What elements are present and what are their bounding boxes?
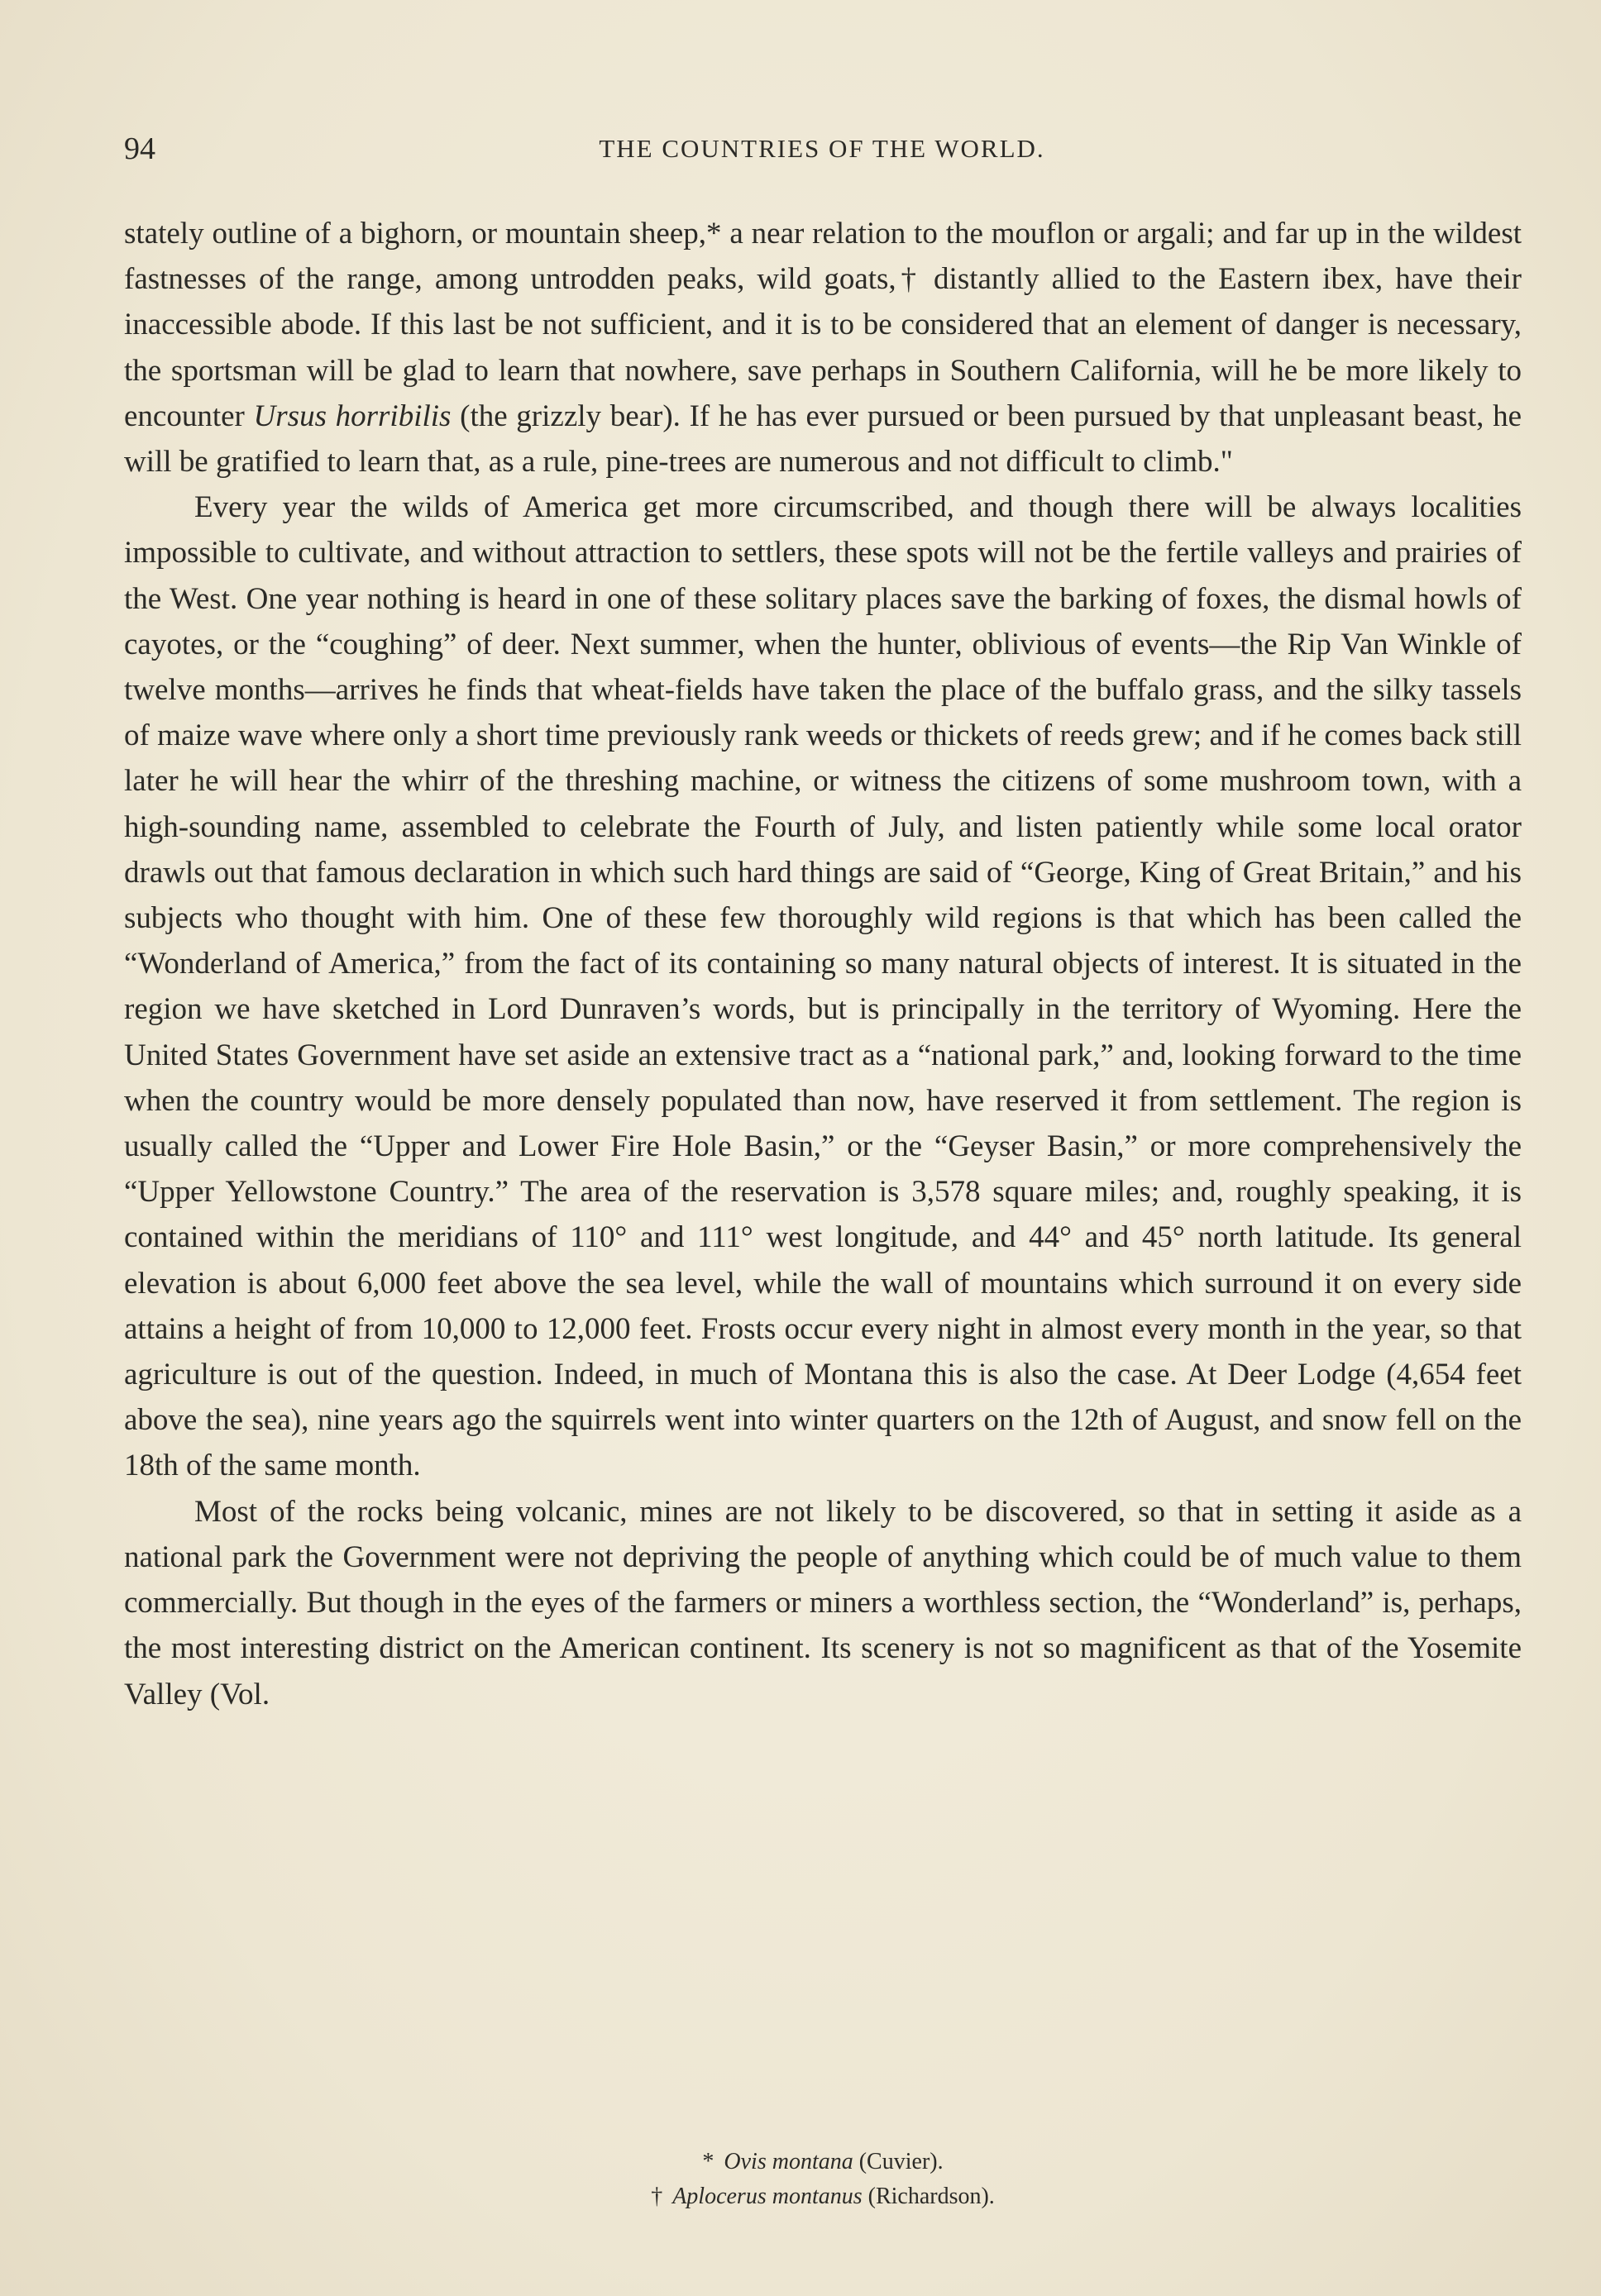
footnote-2 [124,2179,1522,2214]
footnote-1 [124,2145,1522,2179]
footnote-1-symbol: * [702,2149,714,2174]
footnote-2-italic: Aplocerus montanus [672,2184,863,2209]
footnote-1-italic: Ovis montana [724,2149,853,2174]
page-header [124,131,1520,170]
paragraph-2: Every year the wilds of America get more circumscribed, and though there will be always localities impossible to cultivate, and without attraction to settlers, these spots will not be the fertile valleys and prairies of the West. One year nothing is heard in one of these solitary places save the barking of foxes, the dismal howls of cayotes, or the “coughing” of deer. Next summer, when the hunter, oblivious of events—the Rip Van Winkle of twelve months—arrives he finds that wheat-fields have taken the place of the buffalo grass, and the silky tassels of maize wave where only a short time previously rank weeds or thickets of reeds grew; and if he comes back still later he will hear the whirr of the threshing machine, or witness the citizens of some mushroom town, with a high-sounding name, assembled to celebrate the Fourth of July, and listen patiently while some local orator drawls out that famous declaration in which such hard things are said of “George, King of Great Britain,” and his subjects who thought with him. One of these few thoroughly wild regions is that which has been called the “Wonderland of America,” from the fact of its containing so many natural objects of interest. It is situated in the region we have sketched in Lord Dunraven’s words, but is principally in the territory of Wyoming. Here the United States Government have set aside an extensive tract as a “national park,” and, looking forward to the time when the country would be more densely populated than now, have reserved it from settlement. The region is usually called the “Upper and Lower Fire Hole Basin,” or the “Geyser Basin,” or more comprehensively the “Upper Yellowstone Country.” The area of the reservation is 3,578 square miles; and, roughly speaking, it is contained within the meridians of 110° and 111° west longitude, and 44° and 45° north latitude. Its general elevation is about 6,000 feet above the sea level, while the wall of mountains which surround it on every side attains a height of from 10,000 to 12,000 feet. Frosts occur every night in almost every month in the year, so that agriculture is out of the question. Indeed, in much of Montana this is also the case. At Deer Lodge (4,654 feet above the sea), nine years ago the squirrels went into winter quarters on the 12th of August, and snow fell on the 18th of the same month. [124,490,1522,1483]
footnote-1-rest: (Cuvier). [858,2149,944,2174]
paragraph-1 [124,211,1522,484]
running-title: THE COUNTRIES OF THE WORLD. [599,134,1045,163]
paragraph-1-italic: Ursus horribilis [253,399,452,433]
body-text [124,211,1522,1717]
paragraph-1-text-b: (the grizzly bear). If he has ever pursued or been pursued by that unpleasant beast, he will be gratified to learn that, as a rule, pine-trees are numerous and not difficult to climb." [124,399,1522,480]
paragraph-1-text-a: stately outline of a bighorn, or mountain sheep,* a near relation to the mouflon or argali; and far up in the wildest fastnesses of the range, among untrodden peaks, wild goats,† distantly allied to the Eastern ibex, have their inaccessible abode. If this last be not sufficient, and it is to be considered that an element of danger is necessary, the sportsman will be glad to learn that nowhere, save perhaps in Southern California, will he be more likely to encounter [124,217,1522,433]
footnotes [124,2145,1522,2214]
page-number: 94 [124,131,155,166]
paragraph-3: Most of the rocks being volcanic, mines are not likely to be discovered, so that in setting it aside as a national park the Government were not depriving the people of anything which could be of much value to them commercially. But though in the eyes of the farmers or miners a worthless section, the “Wonderland” is, perhaps, the most interesting district on the American continent. Its scenery is not so magnificent as that of the Yosemite Valley (Vol. [124,1494,1522,1711]
footnote-2-rest: (Richardson). [867,2184,995,2209]
footnote-2-symbol: † [651,2184,663,2209]
